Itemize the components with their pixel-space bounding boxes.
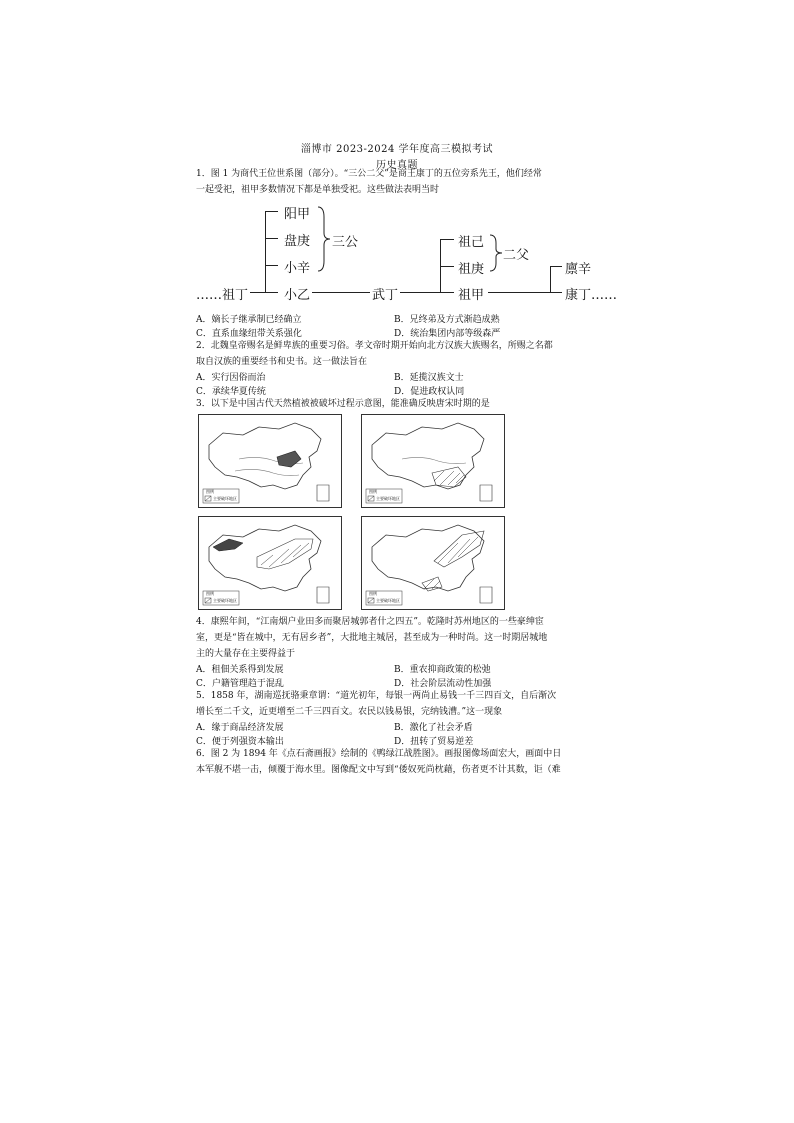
q6-stem-line2: 本军舰不堪一击，倾覆于海水里。图像配文中写到“倭奴死尚枕藉，伤者更不计其数，讵（难 [196,765,561,775]
map-3-legend-text: 主要破坏地区 [213,598,237,603]
q4-stem-line3: 主的大量存在主要得益于 [196,649,296,659]
tree-tick-yangjia [265,211,278,212]
tree-zujia: 祖甲 [458,288,485,303]
q6-stem-line1: 6．图 2 为 1894 年《点石斋画报》绘制的《鸭绿江战胜图》。画报图像场面宏大，画面中日 [196,749,562,759]
tree-erfu: 二父 [503,248,530,263]
tree-tick-kangding [550,292,562,293]
q2-option-d: D．促进政权认同 [394,387,465,397]
map-1-legend-title: 图例 [206,489,214,494]
tree-tick-xiaoyi [250,292,278,293]
q4-stem [196,614,598,662]
map-option-2 [361,414,505,508]
q1-option-c: C．直系血缘纽带关系强化 [196,329,302,339]
tree-tick-zujia [440,292,454,293]
q2-option-a: A．实行因俗而治 [196,373,266,383]
q2-stem [196,338,598,370]
q2-option-c: C．承续华夏传统 [196,387,266,397]
q1-stem [196,166,598,198]
tree-tick-xiaoxin [265,265,278,266]
q6-stem [196,746,598,778]
map-4-legend-text: 主要破坏地区 [376,598,400,603]
q2-stem-line2: 取自汉族的重要经书和史书。这一做法旨在 [196,357,368,367]
tree-yangjia: 阳甲 [284,207,311,222]
tree-line-wuding-branch [400,292,440,293]
q5-option-d: D．扭转了贸易逆差 [394,737,474,747]
q5-stem-line1: 5．1858 年，湖南巡抚骆秉章谓：“道光初年，每银一两尚止易钱一千三四百文，自后渐次 [196,691,557,701]
map-2-legend-title: 图例 [369,489,377,494]
q5-option-a: A．缘于商品经济发展 [196,723,284,733]
tree-tick-linxin [550,266,562,267]
map-option-3 [198,516,342,610]
tree-zugeng: 祖庚 [458,262,485,277]
q1-option-b: B．兄终弟及方式渐趋成熟 [394,315,500,325]
tree-vline-left [265,211,266,293]
map-3-legend-title: 图例 [206,591,214,596]
tree-line-zujia-branch [488,292,550,293]
exam-title: 淄博市 2023-2024 学年度高三模拟考试 [300,144,494,155]
tree-tick-zugeng [440,266,454,267]
q4-option-b: B．重农抑商政策的松弛 [394,665,491,675]
tree-zuding: ……祖丁 [196,288,249,303]
map-option-4 [361,516,505,610]
tree-kangding: 康丁…… [565,288,618,303]
tree-xiaoyi: 小乙 [284,288,311,303]
q4-option-c: C．户籍管理趋于混乱 [196,679,284,689]
q4-stem-line2: 室，更是“皆在城中，无有居乡者”，大批地主城居，甚至成为一种时尚。这一时期居城地 [196,633,548,643]
tree-wuding: 武丁 [372,288,399,303]
exam-subtitle: 历史真题 [376,160,418,171]
q4-stem-line1: 4．康熙年间，“江南烟户业田多而聚居城郭者什之四五”。乾隆时苏州地区的一些豪绅宦 [196,617,544,627]
tree-tick-pangeng [265,238,278,239]
tree-brace-sangong [316,205,332,273]
tree-brace-erfu [488,233,504,273]
map-2-legend-text: 主要破坏地区 [376,496,400,501]
tree-xiaoxin: 小辛 [284,261,311,276]
q5-stem-line2: 增长至二千文，近更增至二千三四百文。农民以钱易银，完纳钱漕。”这一现象 [196,707,503,717]
map-4-legend-title: 图例 [369,591,377,596]
q5-option-c: C．便于列强资本输出 [196,737,284,747]
q4-option-d: D．社会阶层流动性加强 [394,679,492,689]
q3-stem: 3．以下是中国古代天然植被被破坏过程示意图，能准确反映唐宋时期的是 [196,399,490,409]
map-1-legend-text: 主要破坏地区 [213,496,237,501]
tree-sangong: 三公 [332,235,359,250]
tree-tick-zuji [440,239,454,240]
q1-stem-line1: 1．图 1 为商代王位世系图（部分）。“三公二父”是商王康丁的五位旁系先王，他们经常 [196,169,542,179]
q2-stem-line1: 2．北魏皇帝赐名是鲜卑族的重要习俗。孝文帝时期开始向北方汉族大族赐名，所赐之名都 [196,341,553,351]
q5-stem [196,688,598,720]
tree-linxin: 廪辛 [565,262,592,277]
q5-option-b: B．激化了社会矛盾 [394,723,473,733]
q1-stem-line2: 一起受祀，祖甲多数情况下都是单独受祀。这些做法表明当时 [196,185,440,195]
q1-option-a: A．嫡长子继承制已经确立 [196,315,302,325]
tree-pangeng: 盘庚 [284,234,311,249]
tree-zuji: 祖己 [458,235,485,250]
map-option-1 [198,414,342,508]
q2-option-b: B．延揽汉族文士 [394,373,464,383]
q1-option-d: D．统治集团内部等级森严 [394,329,501,339]
tree-vline-right [550,266,551,293]
q4-option-a: A．租佃关系得到发展 [196,665,284,675]
tree-line-xiaoyi-wuding [312,292,370,293]
